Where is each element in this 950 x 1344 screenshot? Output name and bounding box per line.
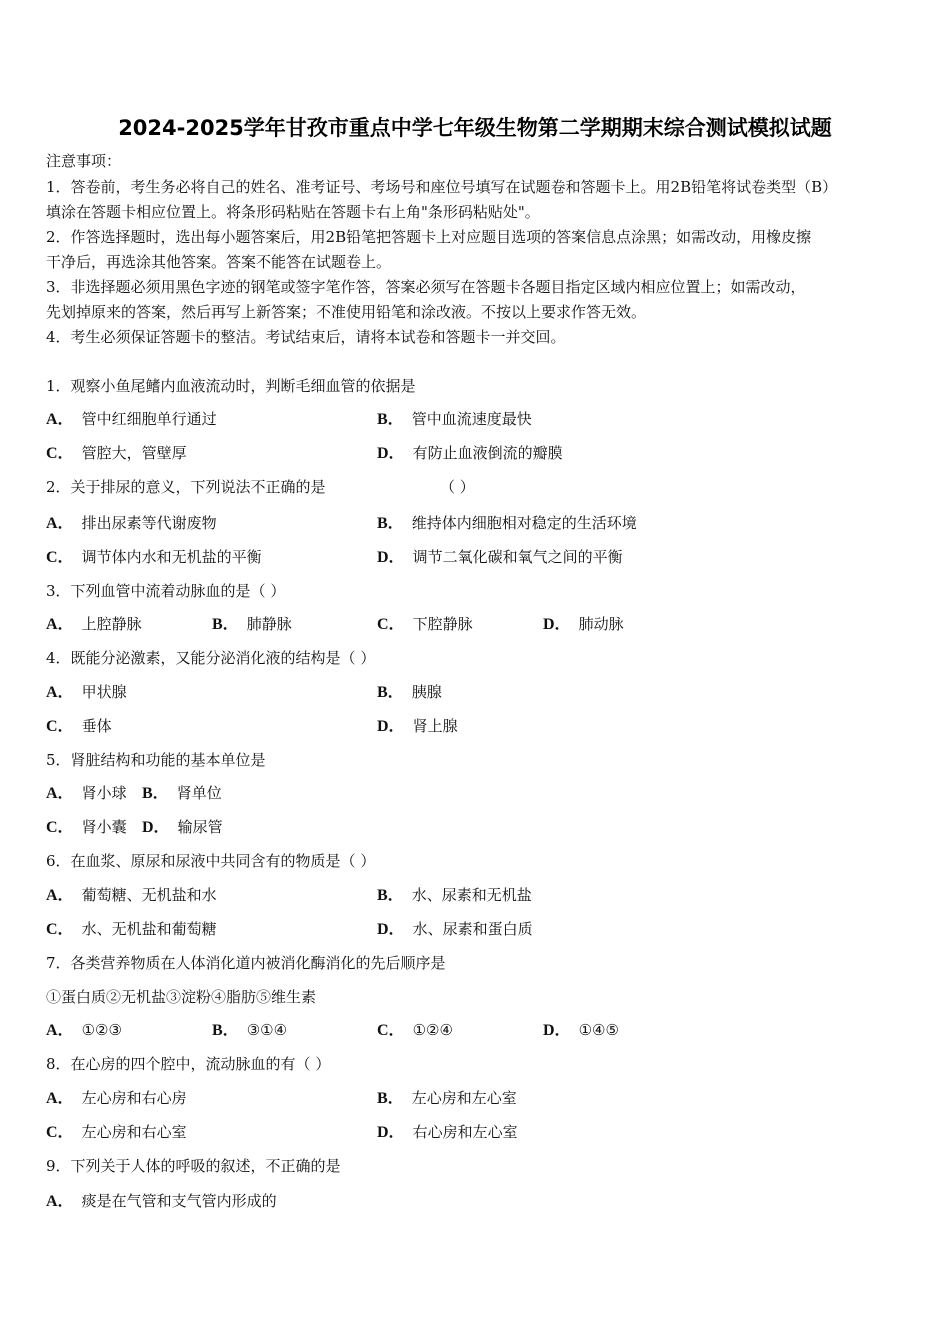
- option-a: [46, 513, 217, 534]
- option-text: 肾上腺: [412, 717, 458, 735]
- option-letter: D．: [543, 616, 571, 633]
- option-text: 肾小囊: [81, 818, 127, 836]
- option-text: ①②③: [81, 1021, 122, 1039]
- answer-bracket: （ ）: [440, 478, 475, 496]
- option-letter: B．: [142, 785, 169, 802]
- option-letter: B．: [377, 411, 404, 428]
- option-text: 右心房和左心室: [412, 1123, 518, 1141]
- option-a: [46, 1020, 122, 1041]
- option-d: [543, 614, 624, 635]
- option-c: [377, 614, 473, 635]
- option-text: 管中血流速度最快: [411, 410, 532, 428]
- option-letter: C．: [46, 718, 74, 735]
- option-c: [46, 443, 187, 464]
- notice-line: 3．非选择题必须用黑色字迹的钢笔或签字笔作答，答案必须写在答题卡各题目指定区域内相应位置上；如需改动，: [46, 278, 806, 296]
- option-text: 痰是在气管和支气管内形成的: [81, 1192, 277, 1210]
- option-letter: A．: [46, 1090, 74, 1107]
- option-a: [46, 1088, 187, 1109]
- option-letter: B．: [377, 887, 404, 904]
- option-text: 输尿管: [177, 818, 223, 836]
- option-d: [377, 919, 533, 940]
- option-c: [46, 716, 112, 737]
- option-letter: C．: [46, 549, 74, 566]
- option-letter: D．: [142, 819, 170, 836]
- option-text: ③①④: [246, 1021, 288, 1039]
- option-text: 维持体内细胞相对稳定的生活环境: [411, 514, 637, 532]
- option-letter: B．: [377, 515, 404, 532]
- option-letter: D．: [377, 718, 405, 735]
- option-text: 左心房和左心室: [411, 1089, 517, 1107]
- option-text: 水、尿素和无机盐: [411, 886, 532, 904]
- question-stem: 8．在心房的四个腔中，流动脉血的有（ ）: [46, 1055, 331, 1073]
- option-a: [46, 682, 127, 703]
- option-c: [46, 817, 127, 838]
- option-text: 左心房和右心室: [81, 1123, 187, 1141]
- option-b: [377, 1088, 517, 1109]
- option-text: 调节二氧化碳和氧气之间的平衡: [412, 548, 623, 566]
- option-text: 调节体内水和无机盐的平衡: [81, 548, 262, 566]
- option-text: 排出尿素等代谢废物: [81, 514, 217, 532]
- notice-heading: 注意事项：: [46, 152, 122, 170]
- option-letter: B．: [377, 1090, 404, 1107]
- option-text: 水、无机盐和葡萄糖: [81, 920, 217, 938]
- option-text: 左心房和右心房: [81, 1089, 187, 1107]
- option-b: [212, 1020, 287, 1041]
- notice-line: 1．答卷前，考生务必将自己的姓名、准考证号、考场号和座位号填写在试题卷和答题卡上。用2B铅笔将试卷类型（B）: [46, 178, 838, 196]
- option-d: [377, 716, 458, 737]
- option-b: [377, 682, 442, 703]
- option-c: [377, 1020, 453, 1041]
- option-letter: A．: [46, 515, 74, 532]
- option-letter: D．: [377, 549, 405, 566]
- option-d: [377, 443, 563, 464]
- option-c: [46, 919, 217, 940]
- option-c: [46, 547, 262, 568]
- option-letter: C．: [46, 819, 74, 836]
- option-letter: A．: [46, 1193, 74, 1210]
- option-text: 有防止血液倒流的瓣膜: [412, 444, 563, 462]
- question-stem: 7．各类营养物质在人体消化道内被消化酶消化的先后顺序是: [46, 954, 446, 972]
- option-letter: B．: [377, 684, 404, 701]
- option-b: [212, 614, 292, 635]
- notice-line: 2．作答选择题时，选出每小题答案后，用2B铅笔把答题卡上对应题目选项的答案信息点涂黑；如需改动，用橡皮擦: [46, 228, 812, 246]
- option-letter: A．: [46, 887, 74, 904]
- option-text: 水、尿素和蛋白质: [412, 920, 533, 938]
- question-stem: 2．关于排尿的意义，下列说法不正确的是: [46, 478, 326, 496]
- option-text: 管腔大，管壁厚: [81, 444, 187, 462]
- option-text: ①②④: [412, 1021, 453, 1039]
- option-letter: D．: [377, 921, 405, 938]
- question-stem: 6．在血浆、原尿和尿液中共同含有的物质是（ ）: [46, 852, 376, 870]
- option-letter: B．: [212, 1022, 239, 1039]
- option-text: 肺静脉: [246, 615, 292, 633]
- option-letter: C．: [46, 1124, 74, 1141]
- option-letter: A．: [46, 785, 74, 802]
- option-c: [46, 1122, 187, 1143]
- option-d: [377, 1122, 518, 1143]
- notice-line: 填涂在答题卡相应位置上。将条形码粘贴在答题卡右上角"条形码粘贴处"。: [46, 203, 540, 221]
- question-stem: 1．观察小鱼尾鳍内血液流动时，判断毛细血管的依据是: [46, 377, 416, 395]
- option-letter: A．: [46, 411, 74, 428]
- question-stem: 5．肾脏结构和功能的基本单位是: [46, 751, 266, 769]
- option-letter: D．: [377, 1124, 405, 1141]
- option-b: [142, 783, 222, 804]
- option-text: 甲状腺: [81, 683, 127, 701]
- option-text: 管中红细胞单行通过: [81, 410, 217, 428]
- notice-line: 干净后，再选涂其他答案。答案不能答在试题卷上。: [46, 253, 392, 271]
- option-b: [377, 513, 637, 534]
- page-title: 2024-2025学年甘孜市重点中学七年级生物第二学期期末综合测试模拟试题: [118, 116, 832, 140]
- question-stem: 9．下列关于人体的呼吸的叙述，不正确的是: [46, 1157, 341, 1175]
- option-letter: B．: [212, 616, 239, 633]
- option-text: 垂体: [81, 717, 112, 735]
- option-letter: A．: [46, 684, 74, 701]
- option-text: 肾小球: [81, 784, 127, 802]
- option-letter: C．: [377, 616, 405, 633]
- notice-line: 先划掉原来的答案，然后再写上新答案；不准使用铅笔和涂改液。不按以上要求作答无效。: [46, 303, 647, 321]
- option-text: 肺动脉: [578, 615, 624, 633]
- option-text: 肾单位: [176, 784, 222, 802]
- option-a: [46, 885, 217, 906]
- option-letter: C．: [46, 921, 74, 938]
- option-letter: C．: [377, 1022, 405, 1039]
- option-a: [46, 783, 127, 804]
- question-stem: 4．既能分泌激素，又能分泌消化液的结构是（ ）: [46, 649, 376, 667]
- option-text: 葡萄糖、无机盐和水: [81, 886, 217, 904]
- option-d: [377, 547, 623, 568]
- option-letter: D．: [543, 1022, 571, 1039]
- option-text: 胰腺: [411, 683, 442, 701]
- option-letter: D．: [377, 445, 405, 462]
- question-stem: 3．下列血管中流着动脉血的是（ ）: [46, 582, 286, 600]
- notice-line: 4．考生必须保证答题卡的整洁。考试结束后，请将本试卷和答题卡一并交回。: [46, 328, 566, 346]
- option-b: [377, 885, 532, 906]
- option-d: [543, 1020, 619, 1041]
- option-text: 下腔静脉: [412, 615, 473, 633]
- option-letter: A．: [46, 1022, 74, 1039]
- option-b: [377, 409, 532, 430]
- option-letter: A．: [46, 616, 74, 633]
- question-sub: ①蛋白质②无机盐③淀粉④脂肪⑤维生素: [46, 988, 317, 1006]
- option-a: [46, 409, 217, 430]
- option-text: ①④⑤: [578, 1021, 619, 1039]
- option-text: 上腔静脉: [81, 615, 142, 633]
- option-a: [46, 614, 142, 635]
- option-d: [142, 817, 223, 838]
- option-letter: C．: [46, 445, 74, 462]
- option-a: [46, 1191, 277, 1212]
